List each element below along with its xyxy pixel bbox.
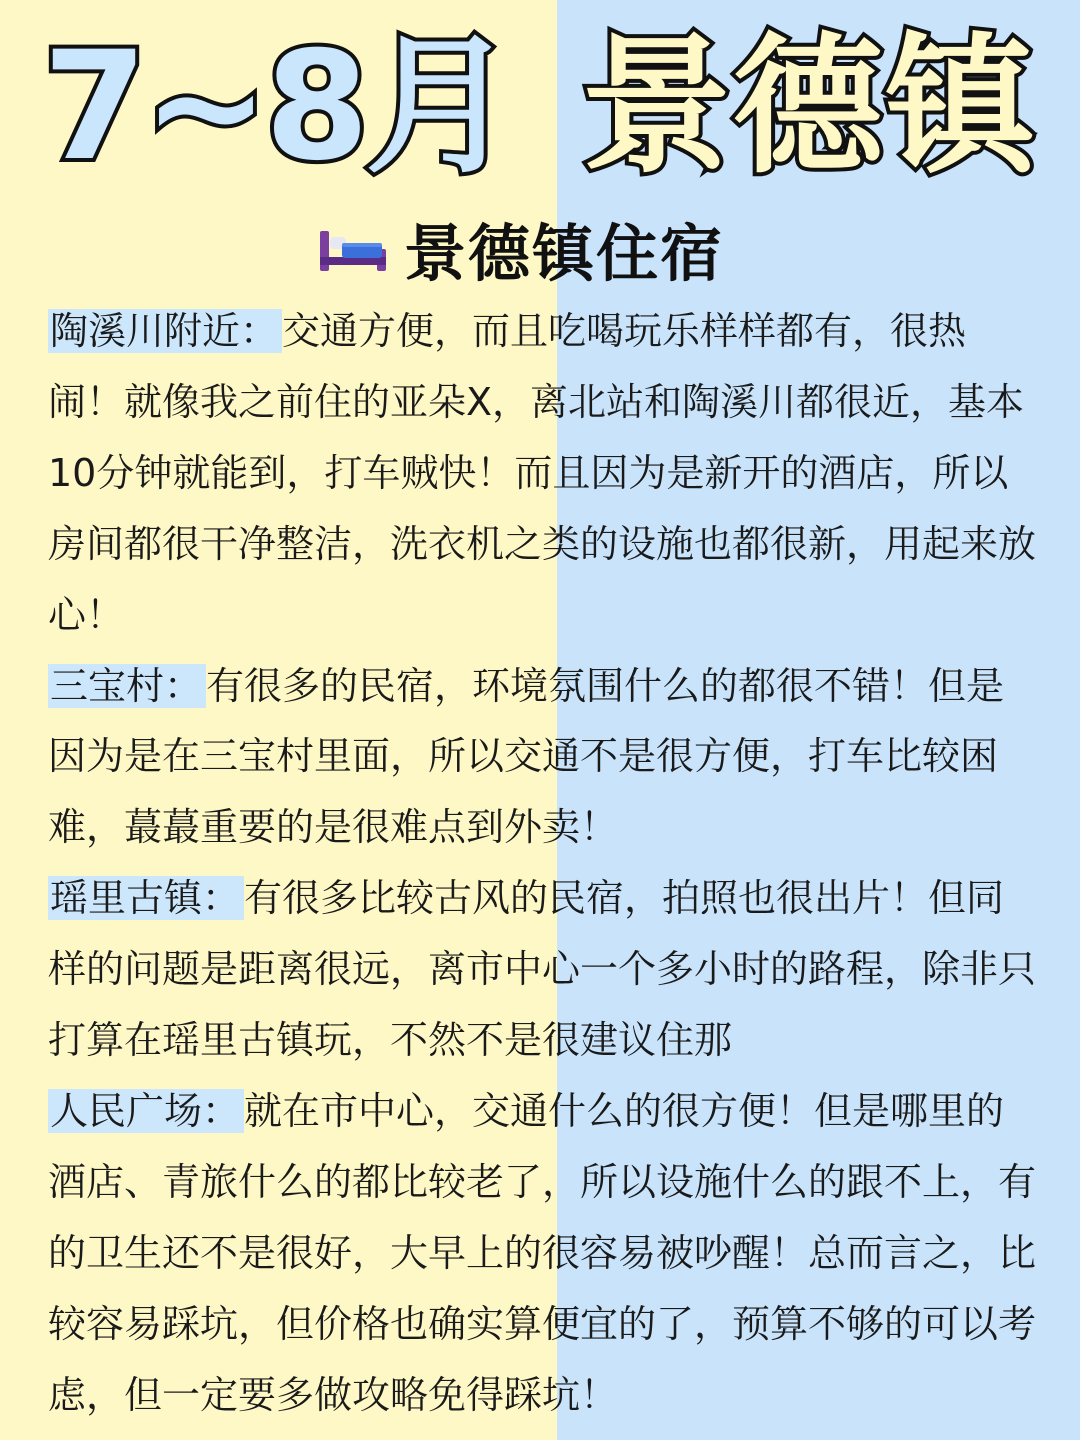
content-body xyxy=(48,296,1038,1431)
section-sanbaocun xyxy=(48,651,1038,864)
section-label: 人民广场： xyxy=(48,1089,244,1133)
page-title xyxy=(0,22,1080,192)
section-yaoli xyxy=(48,863,1038,1076)
section-heading xyxy=(318,212,725,290)
section-text: 就在市中心，交通什么的很方便！但是哪里的酒店、青旅什么的都比较老了，所以设施什么的跟不上，有的卫生还不是很好，大早上的很容易被吵醒！总而言之，比较容易踩坑，但价格也确实算便宜的了，预算不够的可以考虑，但一定要多做攻略免得踩坑！ xyxy=(48,1088,1037,1417)
section-text: 有很多的民宿，环境氛围什么的都很不错！但是因为是在三宝村里面，所以交通不是很方便，打车比较困难，蕞蕞重要的是很难点到外卖！ xyxy=(48,663,1005,850)
section-text: 交通方便，而且吃喝玩乐样样都有，很热闹！就像我之前住的亚朵X，离北站和陶溪川都很近，基本10分钟就能到，打车贼快！而且因为是新开的酒店，所以房间都很干净整洁，洗衣机之类的设施也都很新，用起来放心！ xyxy=(48,309,1037,637)
section-label: 瑶里古镇： xyxy=(48,876,244,920)
section-renmin-square xyxy=(48,1076,1038,1431)
section-label: 陶溪川附近： xyxy=(48,309,282,353)
section-text: 有很多比较古风的民宿，拍照也很出片！但同样的问题是距离很远，离市中心一个多小时的路程，除非只打算在瑶里古镇玩，不然不是很建议住那 xyxy=(48,876,1037,1063)
section-label: 三宝村： xyxy=(48,664,206,708)
subtitle-text: 景德镇住宿 xyxy=(404,216,725,290)
title-place: 景德镇 xyxy=(581,20,1038,194)
title-date: 7~8月 xyxy=(42,20,512,194)
section-taoxichuan xyxy=(48,296,1038,651)
bed-icon xyxy=(318,223,388,273)
